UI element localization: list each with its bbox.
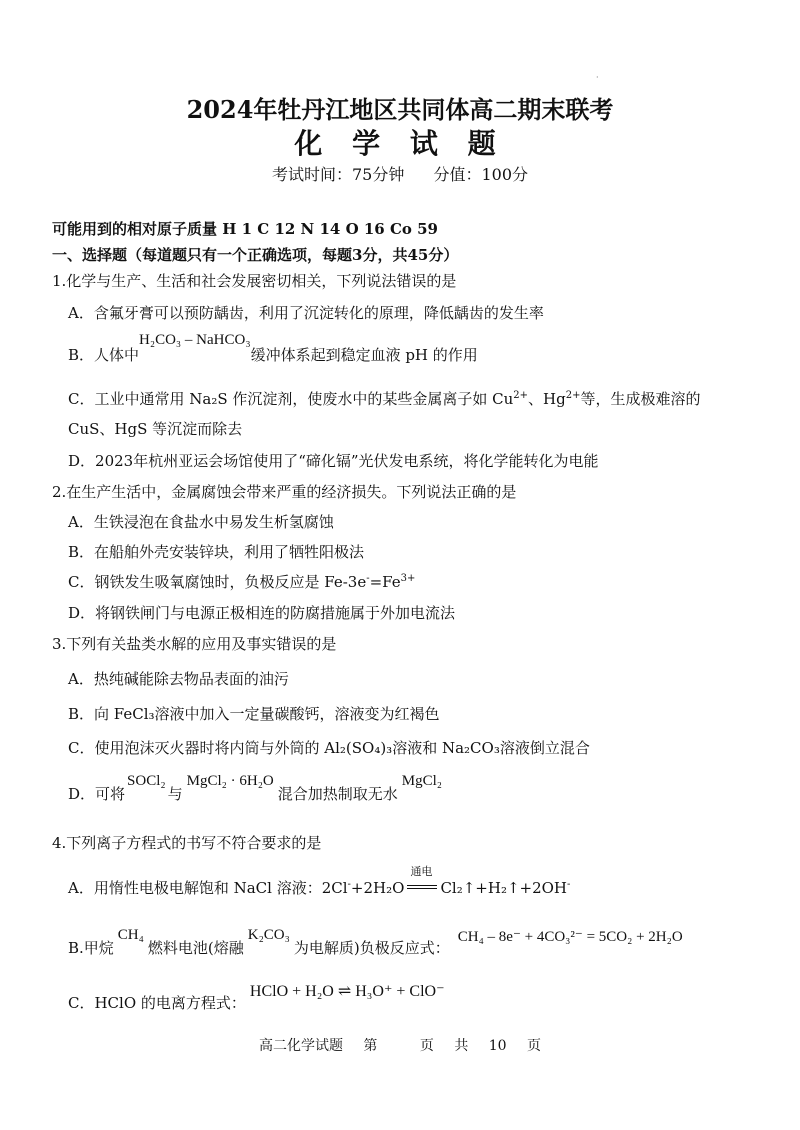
q1-option-c-cont: CuS、HgS 等沉淀而除去 (68, 420, 243, 438)
q1-c-post: 等，生成极难溶的 (580, 390, 701, 408)
q4-b-pre: B.甲烷 (68, 939, 114, 957)
q3-d-pre: D．可将 (68, 785, 126, 803)
q1-c-pre: C．工业中通常用 Na₂S 作沉淀剂，使废水中的某些金属离子如 Cu (68, 390, 514, 408)
q4-b-equation: CH₄ – 8e⁻ + 4CO₃²⁻ = 5CO₂ + 2H₂O (457, 929, 683, 945)
q3-d-with: 与 (167, 785, 183, 803)
q1-c-cu-charge: 2+ (513, 390, 529, 401)
exam-subject: 化 学 试 题 (294, 127, 506, 160)
q1-option-c (68, 388, 700, 409)
q3-option-c: C．使用泡沫灭火器时将内筒与外筒的 Al₂(SO₄)₃溶液和 Na₂CO₃溶液倒立混合 (68, 739, 590, 757)
q4-a-cl-charge: - (347, 879, 351, 890)
q4-c-equation: HClO + H₂O ⇌ H₃O⁺ + ClO⁻ (249, 983, 445, 1000)
footer-ye2: 页 (527, 1038, 542, 1054)
q1-b-pre: B．人体中 (68, 346, 140, 364)
q2-stem: 2.在生产生活中，金属腐蚀会带来严重的经济损失。下列说法正确的是 (52, 483, 517, 501)
q1-option-d: D．2023年杭州亚运会场馆使用了“碲化镉”光伏发电系统，将化学能转化为电能 (68, 452, 599, 470)
q2-c-pre: C．钢铁发生吸氧腐蚀时，负极反应是 Fe-3e (68, 573, 367, 591)
q2-c-e-charge: - (366, 573, 370, 584)
exam-time: 考试时间：75分钟 (271, 165, 405, 184)
q1-stem: 1.化学与生产、生活和社会发展密切相关，下列说法错误的是 (52, 272, 457, 290)
atomic-masses: 可能用到的相对原子质量 H 1 C 12 N 14 O 16 Co 59 (52, 220, 438, 238)
q3-option-d (68, 773, 443, 804)
footer-gong: 共 (454, 1038, 469, 1054)
q4-a-mid: +2H₂O (350, 879, 405, 897)
q4-b-post: 为电解质)负极反应式： (293, 939, 450, 957)
q1-c-hg-charge: 2+ (565, 390, 581, 401)
q1-b-post: 缓冲体系起到稳定血液 pH 的作用 (250, 346, 478, 364)
q4-a-post: Cl₂↑+H₂↑+2OH (440, 879, 568, 897)
q2-c-fe-charge: 3+ (400, 573, 416, 584)
q2-option-c (68, 571, 415, 592)
q4-a-oh-charge: - (567, 879, 571, 890)
q3-d-mgcl2: MgCl₂ (401, 773, 443, 789)
q4-b-k2co3: K₂CO₃ (247, 927, 290, 943)
q4-option-c (68, 983, 445, 1013)
equals-sign (407, 885, 437, 889)
q4-option-b (68, 927, 683, 958)
q4-b-ch4: CH₄ (117, 927, 144, 943)
q3-option-b: B．向 FeCl₃溶液中加入一定量碳酸钙，溶液变为红褐色 (68, 705, 440, 723)
q4-a-pre: A．用惰性电极电解饱和 NaCl 溶液：2Cl (68, 879, 348, 897)
q2-option-b: B．在船舶外壳安装锌块，利用了牺牲阳极法 (68, 543, 365, 561)
scan-mark: · (596, 73, 599, 82)
exam-meta (0, 162, 800, 185)
q3-d-mgcl2-hydrate: MgCl₂ · 6H₂O (186, 773, 274, 789)
q2-option-d: D．将钢铁闸门与电源正极相连的防腐措施属于外加电流法 (68, 604, 456, 622)
footer-total: 10 (488, 1038, 507, 1054)
q1-c-mid: 、Hg (528, 390, 566, 408)
footer-di: 第 (363, 1038, 378, 1054)
q2-c-mid: =Fe (369, 573, 401, 591)
q4-a-condition-arrow (404, 865, 440, 897)
footer-ye1: 页 (419, 1038, 434, 1054)
q2-option-a: A．生铁浸泡在食盐水中易发生析氢腐蚀 (68, 513, 334, 531)
q3-d-socl2: SOCl₂ (127, 773, 166, 789)
q4-option-a (68, 865, 571, 898)
footer-course: 高二化学试题 (258, 1038, 343, 1054)
q4-a-condition: 通电 (410, 865, 433, 878)
section-heading: 一、选择题（每道题只有一个正确选项，每题3分，共45分） (52, 246, 459, 264)
q4-b-mid: 燃料电池(熔融 (147, 939, 244, 957)
q1-option-a: A．含氟牙膏可以预防龋齿，利用了沉淀转化的原理，降低龋齿的发生率 (68, 304, 544, 322)
q3-d-mid: 混合加热制取无水 (277, 785, 398, 803)
q4-stem: 4.下列离子方程式的书写不符合要求的是 (52, 834, 322, 852)
q3-stem: 3.下列有关盐类水解的应用及事实错误的是 (52, 635, 337, 653)
q4-c-pre: C．HClO 的电离方程式： (68, 994, 246, 1012)
exam-score: 分值：100分 (433, 165, 528, 184)
q1-option-b (68, 332, 478, 365)
q1-b-formula: H₂CO₃ – NaHCO₃ (139, 332, 251, 348)
page-footer (0, 1035, 800, 1055)
q3-option-a: A．热纯碱能除去物品表面的油污 (68, 670, 289, 688)
exam-title: 2024年牡丹江地区共同体高二期末联考 (186, 95, 614, 124)
